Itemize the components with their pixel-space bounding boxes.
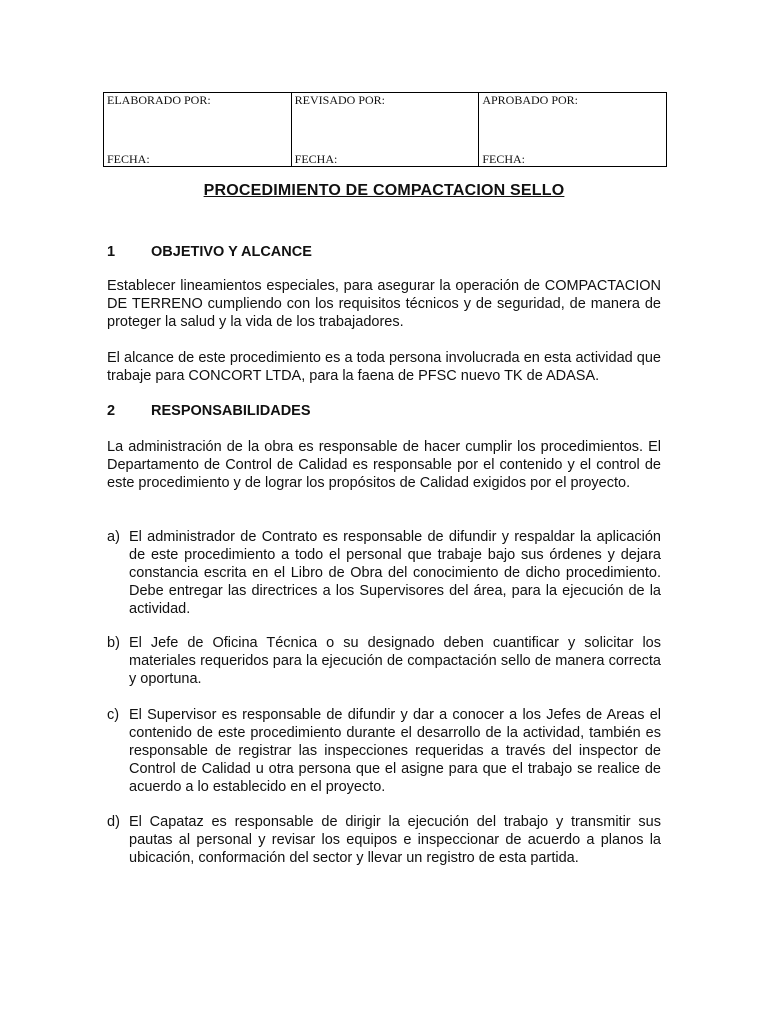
list-marker: b) <box>107 635 120 651</box>
list-marker: a) <box>107 529 120 545</box>
elaborado-cell <box>104 93 292 167</box>
revisado-cell <box>291 93 479 167</box>
list-item-text: El administrador de Contrato es responsable de difundir y respaldar la aplicación de este procedimiento a todo el personal que trabaje bajo sus órdenes y dejara constancia escrita en el Libro de Obra del conocimiento de dicho procedimiento. Debe entregar las directrices a los Supervisores del área, para la ejecución de la actividad. <box>129 529 661 617</box>
list-item <box>107 528 661 618</box>
list-item-text: El Supervisor es responsable de difundir y dar a conocer a los Jefes de Areas el contenido de este procedimiento durante el desarrollo de la actividad, también es responsable de registrar las inspecciones requeridas a través del inspector de Control de Calidad u otra persona que el asigne para que el trabajo se realice de acuerdo a lo establecido en el proyecto. <box>129 707 661 795</box>
list-marker: c) <box>107 707 120 723</box>
section-heading-objetivo <box>107 244 312 260</box>
list-item-text: El Capataz es responsable de dirigir la ejecución del trabajo y transmitir sus pautas al personal y revisar los equipos e inspeccionar de acuerdo a planos la ubicación, conformación del sector y llevar un registro de esta partida. <box>129 814 661 866</box>
list-item-text: El Jefe de Oficina Técnica o su designado deben cuantificar y solicitar los materiales requeridos para la ejecución de compactación sello de manera correcta y oportuna. <box>129 635 661 687</box>
aprobado-cell <box>479 93 667 167</box>
revisado-label: REVISADO POR: <box>294 93 386 107</box>
list-item <box>107 634 661 688</box>
section-number: 1 <box>107 244 116 260</box>
section-heading-responsabilidades <box>107 403 311 419</box>
list-marker: d) <box>107 814 120 830</box>
elaborado-date-label: FECHA: <box>107 152 150 166</box>
aprobado-date-label: FECHA: <box>482 152 525 166</box>
aprobado-label: APROBADO POR: <box>482 93 579 107</box>
document-title: PROCEDIMIENTO DE COMPACTACION SELLO <box>203 182 565 199</box>
list-item <box>107 813 661 867</box>
revisado-date-label: FECHA: <box>294 152 338 166</box>
approval-table <box>103 92 667 167</box>
section-number: 2 <box>107 403 116 419</box>
section-title: RESPONSABILIDADES <box>151 403 311 419</box>
paragraph-objetivo: Establecer lineamientos especiales, para asegurar la operación de COMPACTACION DE TERRENO cumpliendo con los requisitos técnicos y de seguridad, de manera de proteger la salud y la vida de los trabajadores. <box>107 278 661 330</box>
elaborado-label: ELABORADO POR: <box>107 93 211 107</box>
list-item <box>107 706 661 796</box>
paragraph-responsabilidades-intro: La administración de la obra es responsable de hacer cumplir los procedimientos. El Departamento de Control de Calidad es responsable por el contenido y el control de este procedimiento y de lograr los propósitos de Calidad exigidos por el proyecto. <box>107 439 661 491</box>
section-title: OBJETIVO Y ALCANCE <box>151 244 312 260</box>
paragraph-alcance: El alcance de este procedimiento es a toda persona involucrada en esta actividad que trabaje para CONCORT LTDA, para la faena de PFSC nuevo TK de ADASA. <box>107 350 661 384</box>
